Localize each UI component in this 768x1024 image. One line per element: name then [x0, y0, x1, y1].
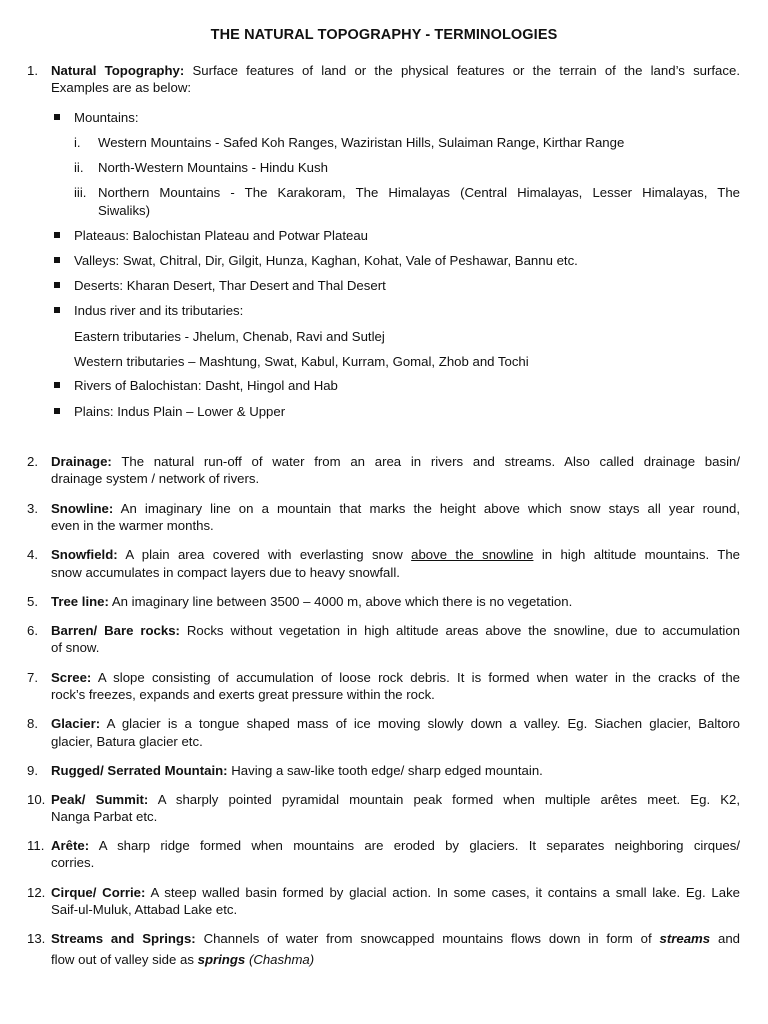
- bullet-indus: Indus river and its tributaries:: [74, 303, 244, 318]
- item-10-line-2: Nanga Parbat etc.: [51, 809, 158, 824]
- bullet-deserts: Deserts: Kharan Desert, Thar Desert and Thal Desert: [74, 278, 386, 293]
- item-1-line-1: [51, 62, 740, 79]
- definition-text: in high altitude mountains. The: [541, 547, 741, 562]
- western-tributaries: Western tributaries – Mashtung, Swat, Kabul, Kurram, Gomal, Zhob and Tochi: [74, 354, 529, 369]
- term-scree: Scree:: [51, 670, 92, 685]
- item-number: 10.: [27, 792, 46, 807]
- item-2-line-2: drainage system / network of rivers.: [51, 471, 260, 486]
- item-1-line-2: Examples are as below:: [51, 80, 192, 95]
- definition-text: and: [717, 931, 740, 946]
- item-number: 8.: [27, 716, 38, 731]
- item-11-line-2: corries.: [51, 855, 95, 870]
- item-13-line-2: [51, 951, 314, 968]
- underlined-phrase: above the snowline: [411, 547, 534, 562]
- north-western-mountains-text: North-Western Mountains - Hindu Kush: [98, 160, 328, 175]
- definition-text: A sharply pointed pyramidal mountain peak formed when multiple arêtes meet. Eg. K2,: [157, 792, 740, 807]
- eastern-tributaries: Eastern tributaries - Jhelum, Chenab, Ravi and Sutlej: [74, 329, 385, 344]
- item-12-line-1: [51, 884, 740, 901]
- term-streams-and-springs: Streams and Springs:: [51, 931, 196, 946]
- item-3-line-1: [51, 500, 740, 517]
- northern-mountains-line-2: Siwaliks): [98, 203, 151, 218]
- bullet-plateaus: Plateaus: Balochistan Plateau and Potwar Plateau: [74, 228, 368, 243]
- item-number: 7.: [27, 670, 38, 685]
- item-4-line-1: [51, 546, 740, 563]
- item-11-line-1: [51, 837, 740, 854]
- item-number: 13.: [27, 931, 46, 946]
- item-3-line-2: even in the warmer months.: [51, 518, 214, 533]
- item-7-line-1: [51, 669, 740, 686]
- northern-mountains-line-1: Northern Mountains - The Karakoram, The Himalayas (Central Himalayas, Lesser Himalayas, The: [98, 185, 740, 200]
- definition-text: The natural run-off of water from an area in rivers and streams. Also called drainage basin/: [121, 454, 740, 469]
- bullet-rivers-balochistan: Rivers of Balochistan: Dasht, Hingol and Hab: [74, 378, 338, 393]
- item-number: 9.: [27, 763, 38, 778]
- item-9-line-1: [51, 762, 543, 779]
- term-tree-line: Tree line:: [51, 594, 109, 609]
- bullet-marker: [54, 232, 60, 238]
- bullet-marker: [54, 307, 60, 313]
- bullet-plains: Plains: Indus Plain – Lower & Upper: [74, 404, 286, 419]
- roman-numeral: iii.: [74, 185, 87, 200]
- definition-text: Channels of water from snowcapped mountains flows down in form of: [203, 931, 652, 946]
- bullet-marker: [54, 382, 60, 388]
- emphasis-streams: streams: [659, 931, 711, 946]
- definition-text: A glacier is a tongue shaped mass of ice moving slowly down a valley. Eg. Siachen glacier, Baltoro: [106, 716, 741, 731]
- item-number: 12.: [27, 885, 46, 900]
- western-mountains-text: Western Mountains - Safed Koh Ranges, Waziristan Hills, Sulaiman Range, Kirthar Range: [98, 135, 625, 150]
- item-6-line-2: of snow.: [51, 640, 100, 655]
- term-snowline: Snowline:: [51, 501, 114, 516]
- term-natural-topography: Natural Topography:: [51, 63, 185, 78]
- item-6-line-1: [51, 622, 740, 639]
- term-arete: Arête:: [51, 838, 90, 853]
- bullet-marker: [54, 282, 60, 288]
- term-snowfield: Snowfield:: [51, 547, 118, 562]
- term-glacier: Glacier:: [51, 716, 101, 731]
- term-cirque-corrie: Cirque/ Corrie:: [51, 885, 146, 900]
- term-rugged-serrated-mountain: Rugged/ Serrated Mountain:: [51, 763, 228, 778]
- item-8-line-1: [51, 715, 740, 732]
- bullet-mountains: Mountains:: [74, 110, 139, 125]
- item-number: 11.: [27, 838, 45, 853]
- item-7-line-2: rock’s freezes, expands and exerts great pressure within the rock.: [51, 687, 435, 702]
- term-barren-bare-rocks: Barren/ Bare rocks:: [51, 623, 180, 638]
- bullet-marker: [54, 114, 60, 120]
- definition-text: A plain area covered with everlasting snow: [125, 547, 403, 562]
- definition-text: A sharp ridge formed when mountains are eroded by glaciers. It separates neighboring cirques/: [98, 838, 740, 853]
- emphasis-springs: springs: [197, 952, 246, 967]
- bullet-marker: [54, 257, 60, 263]
- local-term-chashma: (Chashma): [248, 952, 315, 967]
- term-peak-summit: Peak/ Summit:: [51, 792, 149, 807]
- page-title: THE NATURAL TOPOGRAPHY - TERMINOLOGIES: [210, 27, 558, 43]
- item-5-line-1: [51, 593, 572, 610]
- item-8-line-2: glacier, Batura glacier etc.: [51, 734, 203, 749]
- definition-text: Surface features of land or the physical features or the terrain of the land’s surface.: [192, 63, 740, 78]
- definition-text: An imaginary line on a mountain that marks the height above which snow stays all year round,: [120, 501, 740, 516]
- item-number: 5.: [27, 594, 38, 609]
- item-2-line-1: [51, 453, 740, 470]
- item-4-line-2: snow accumulates in compact layers due to heavy snowfall.: [51, 565, 400, 580]
- item-number: 4.: [27, 547, 38, 562]
- definition-text: Rocks without vegetation in high altitude areas above the snowline, due to accumulation: [186, 623, 740, 638]
- term-drainage: Drainage:: [51, 454, 112, 469]
- bullet-valleys: Valleys: Swat, Chitral, Dir, Gilgit, Hunza, Kaghan, Kohat, Vale of Peshawar, Bannu etc.: [74, 253, 578, 268]
- definition-text: An imaginary line between 3500 – 4000 m, above which there is no vegetation.: [111, 594, 573, 609]
- item-10-line-1: [51, 791, 740, 808]
- roman-numeral: ii.: [74, 160, 84, 175]
- bullet-marker: [54, 408, 60, 414]
- item-13-line-1: [51, 930, 740, 947]
- item-number: 1.: [27, 63, 38, 78]
- definition-text: A slope consisting of accumulation of loose rock debris. It is formed when water in the cracks of the: [97, 670, 741, 685]
- item-number: 6.: [27, 623, 38, 638]
- item-number: 3.: [27, 501, 38, 516]
- item-12-line-2: Saif-ul-Muluk, Attabad Lake etc.: [51, 902, 238, 917]
- definition-text: Having a saw-like tooth edge/ sharp edged mountain.: [231, 763, 543, 778]
- roman-numeral: i.: [74, 135, 81, 150]
- item-number: 2.: [27, 454, 38, 469]
- definition-text: A steep walled basin formed by glacial action. In some cases, it contains a small lake. Eg. Lake: [150, 885, 741, 900]
- definition-text: flow out of valley side as: [51, 952, 194, 967]
